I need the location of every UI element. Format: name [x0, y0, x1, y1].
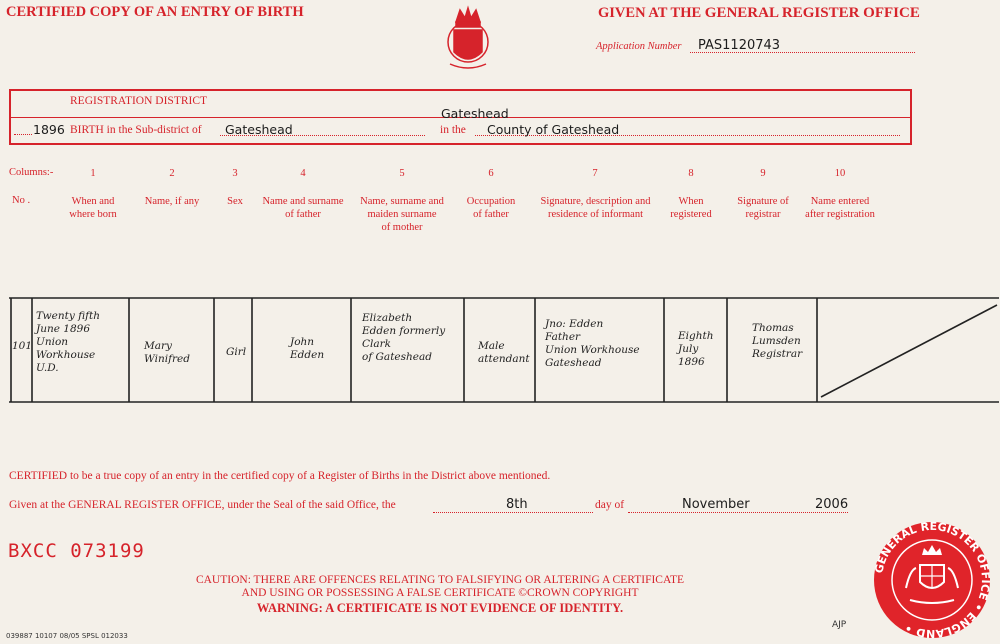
column-8-header: When registered: [670, 196, 712, 220]
column-5-number: 5: [399, 168, 405, 179]
month-year-dotline: [628, 512, 848, 513]
column-2-number: 2: [169, 168, 175, 179]
footer-code: 039887 10107 08/05 SPSL 012033: [6, 632, 128, 640]
general-register-office-seal: [866, 520, 998, 640]
office-title-prefix: GIVEN AT THE: [598, 5, 702, 21]
column-9-header: Signature of registrar: [737, 196, 789, 220]
entry-name: Mary Winifred: [144, 340, 190, 365]
entry-number: 101: [12, 340, 33, 352]
county-value: County of Gateshead: [487, 122, 620, 137]
caution-line-2: AND USING OR POSSESSING A FALSE CERTIFICATE ©CROWN COPYRIGHT: [241, 587, 639, 599]
application-number: PAS1120743: [698, 38, 781, 53]
subdistrict-label: BIRTH in the Sub-district of: [70, 124, 202, 136]
entry-when-where-born: Twenty fifth June 1896 Union Workhouse U.D.: [36, 310, 100, 374]
subdistrict-value: Gateshead: [225, 122, 293, 137]
royal-crest-icon: [438, 0, 498, 80]
registration-district-label: REGISTRATION DISTRICT: [70, 95, 208, 107]
column-2-header: Name, if any: [144, 196, 200, 207]
column-7-number: 7: [592, 168, 598, 179]
warning-line: WARNING: A CERTIFICATE IS NOT EVIDENCE OF IDENTITY.: [256, 601, 624, 615]
application-label: Application Number: [596, 41, 682, 52]
day-of-label: day of: [595, 499, 625, 511]
certificate-title: CERTIFIED COPY OF AN ENTRY OF BIRTH: [6, 4, 304, 20]
columns-label: Columns:-: [9, 167, 54, 178]
column-6-header: Occupation of father: [466, 196, 516, 220]
column-7-header: Signature, description and residence of informant: [540, 196, 651, 220]
in-the-label: in the: [440, 124, 466, 136]
entry-occupation: Male attendant: [478, 340, 530, 365]
entry-registrar: Thomas Lumsden Registrar: [752, 322, 803, 360]
certificate-serial: BXCC 073199: [8, 540, 145, 562]
caution-line-1: CAUTION: THERE ARE OFFENCES RELATING TO FALSIFYING OR ALTERING A CERTIFICATE: [195, 574, 685, 586]
column-10-header: Name entered after registration: [805, 196, 875, 220]
certification-year: 2006: [815, 497, 849, 512]
entry-informant: Jno: Edden Father Union Workhouse Gateshead: [545, 318, 640, 369]
day-dotline: [433, 512, 593, 513]
column-1-number: 1: [90, 168, 96, 179]
column-3-header: Sex: [227, 196, 243, 207]
column-3-number: 3: [232, 168, 238, 179]
caution-block: [190, 574, 690, 615]
certification-statement: CERTIFIED to be a true copy of an entry in the certified copy of a Register of Births in the District above mentioned.: [9, 470, 551, 482]
clerk-initials: AJP: [832, 620, 847, 630]
entry-date-registered: Eighth July 1896: [678, 330, 714, 368]
certification-day: 8th: [506, 497, 528, 512]
column-8-number: 8: [688, 168, 694, 179]
entry-mother: Elizabeth Edden formerly Clark of Gateshead: [362, 312, 446, 363]
no-label: No .: [12, 195, 31, 206]
year-dotline-left: [14, 134, 32, 135]
column-9-number: 9: [760, 168, 766, 179]
entry-father: John Edden: [290, 336, 325, 361]
column-4-number: 4: [300, 168, 306, 179]
seal-text: GENERAL REGISTER OFFICE • ENGLAND •: [872, 520, 993, 640]
column-6-number: 6: [488, 168, 494, 179]
given-at-statement: Given at the GENERAL REGISTER OFFICE, under the Seal of the said Office, the: [9, 499, 396, 511]
column-10-number: 10: [834, 168, 846, 179]
column-5-header: Name, surname and maiden surname of mother: [360, 196, 444, 233]
certification-month: November: [682, 497, 750, 512]
office-title: [598, 5, 920, 22]
registration-year: 1896: [33, 122, 65, 137]
registration-district-value: Gateshead: [441, 106, 509, 121]
column-1-header: When and where born: [69, 196, 117, 220]
column-4-header: Name and surname of father: [262, 196, 344, 220]
entry-sex: Girl: [226, 346, 247, 358]
office-title-name: GENERAL REGISTER OFFICE: [704, 5, 920, 21]
